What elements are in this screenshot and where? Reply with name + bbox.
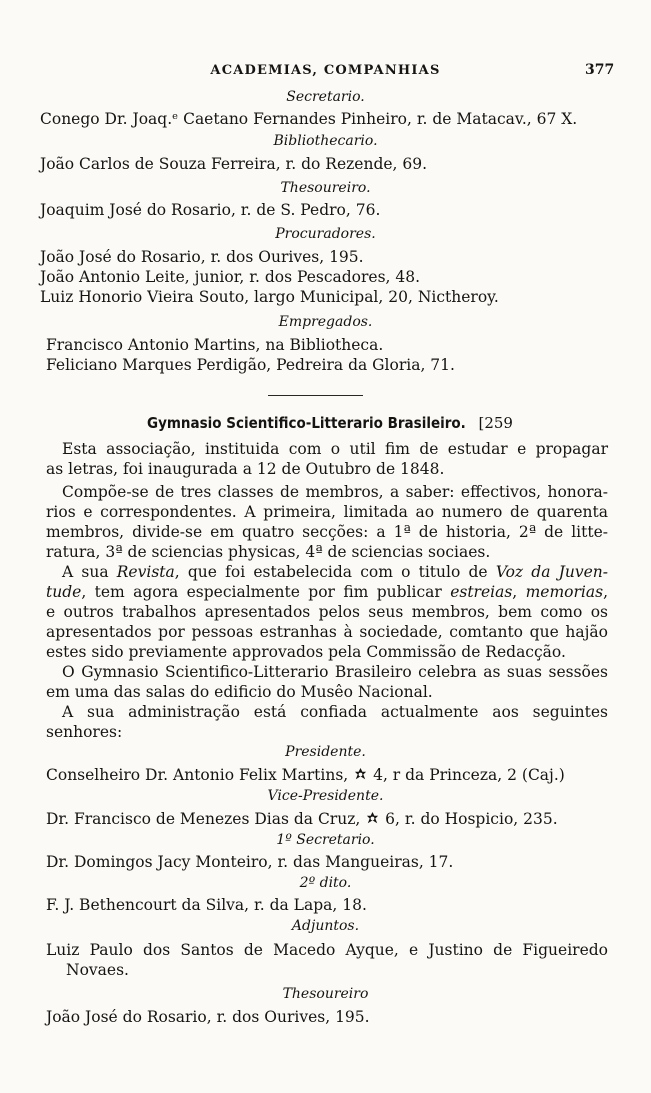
label-thesoureiro-2: Thesoureiro [282,986,369,1002]
text-run: , que foi estabelecida com o titulo de [174,563,496,581]
entry-presidente-address: 4, r da Princeza, 2 (Caj.) [373,766,565,784]
label-1-secretario: 1º Secretario. [276,832,375,848]
entry-vice-address: 6, r. do Hospicio, 235. [385,810,558,828]
section-divider [268,395,363,396]
label-thesoureiro: Thesoureiro. [280,180,371,196]
entry-procurador: João José do Rosario, r. dos Ourives, 195. [40,248,364,266]
text-run: A sua [62,563,117,581]
entry-procurador: Luiz Honorio Vieira Souto, largo Municipal, 20, Nictheroy. [40,288,499,306]
running-header: ACADEMIAS, COMPANHIAS [210,63,441,78]
label-secretario: Secretario. [286,89,365,105]
paragraph-line: Compõe-se de tres classes de membros, a saber: effectivos, honora- [62,483,608,501]
entry-1-secretario: Dr. Domingos Jacy Monteiro, r. das Mangueiras, 17. [46,853,454,871]
entry-thesoureiro: Joaquim José do Rosario, r. de S. Pedro, 76. [40,201,381,219]
section-title-text: Gymnasio Scientifico-Litterario Brasileiro. [147,414,466,432]
memorias-word: memorias [525,583,604,601]
entry-adjuntos-cont: Novaes. [66,961,129,979]
paragraph-line: apresentados por pessoas estranhas à sociedade, comtanto que hajão [46,623,608,641]
paragraph-line: O Gymnasio Scientifico-Litterario Brasileiro celebra as suas sessões [62,663,608,681]
entry-secretario: Conego Dr. Joaq.ᵉ Caetano Fernandes Pinheiro, r. de Matacav., 67 X. [40,110,578,128]
label-presidente: Presidente. [285,744,366,760]
entry-bibliothecario: João Carlos de Souza Ferreira, r. do Rezende, 69. [40,155,428,173]
paragraph-line: membros, divide-se em quatro secções: a 1ª de historia, 2ª de litte- [46,523,608,541]
voz-da-juventude-title-cont: tude [46,583,82,601]
paragraph-line: Esta associação, instituida com o util fim de estudar e propagar [62,440,608,458]
paragraph-line [62,563,608,581]
page-number: 377 [585,62,615,78]
paragraph-line: rios e correspondentes. A primeira, limitada ao numero de quarenta [46,503,608,521]
paragraph-line: em uma das salas do edificio do Musêo Nacional. [46,683,433,701]
estreias-word: estreias [450,583,513,601]
entry-2-secretario: F. J. Bethencourt da Silva, r. da Lapa, 18. [46,896,367,914]
label-procuradores: Procuradores. [275,226,376,242]
paragraph-line: senhores: [46,723,123,741]
label-2-secretario: 2º dito. [299,875,352,891]
entry-presidente-name: Conselheiro Dr. Antonio Felix Martins, [46,766,349,784]
paragraph-line: estes sido previamente approvados pela Commissão de Redacção. [46,643,566,661]
voz-da-juventude-title: Voz da Juven- [495,563,608,581]
entry-procurador: João Antonio Leite, junior, r. dos Pescadores, 48. [40,268,421,286]
label-bibliothecario: Bibliothecario. [273,133,378,149]
text-run: , [603,583,609,601]
entry-vice-name: Dr. Francisco de Menezes Dias da Cruz, [46,810,361,828]
entry-empregado: Feliciano Marques Perdigão, Pedreira da Gloria, 71. [46,356,455,374]
section-number: [259 [478,414,513,432]
text-run: , tem agora especialmente por fim publicar [81,583,451,601]
revista-title: Revista [116,563,175,581]
section-title [147,414,513,432]
paragraph-line: ratura, 3ª de sciencias physicas, 4ª de sciencias sociaes. [46,543,491,561]
paragraph-line: A sua administração está confiada actualmente aos seguintes [62,703,608,721]
entry-thesoureiro-2: João José do Rosario, r. dos Ourives, 195. [46,1008,370,1026]
entry-presidente [46,766,565,784]
entry-empregado: Francisco Antonio Martins, na Bibliotheca. [46,336,384,354]
order-emblem-icon [365,811,380,826]
entry-adjuntos: Luiz Paulo dos Santos de Macedo Ayque, e Justino de Figueiredo [46,941,608,959]
entry-vice-presidente [46,810,558,828]
order-emblem-icon [353,767,368,782]
label-vice-presidente: Vice-Presidente. [267,788,384,804]
label-empregados: Empregados. [278,314,373,330]
text-run: , [512,583,526,601]
paragraph-line: e outros trabalhos apresentados pelos seus membros, bem como os [46,603,608,621]
paragraph-line: as letras, foi inaugurada a 12 de Outubro de 1848. [46,460,445,478]
label-adjuntos: Adjuntos. [291,918,360,934]
paragraph-line [46,583,608,601]
